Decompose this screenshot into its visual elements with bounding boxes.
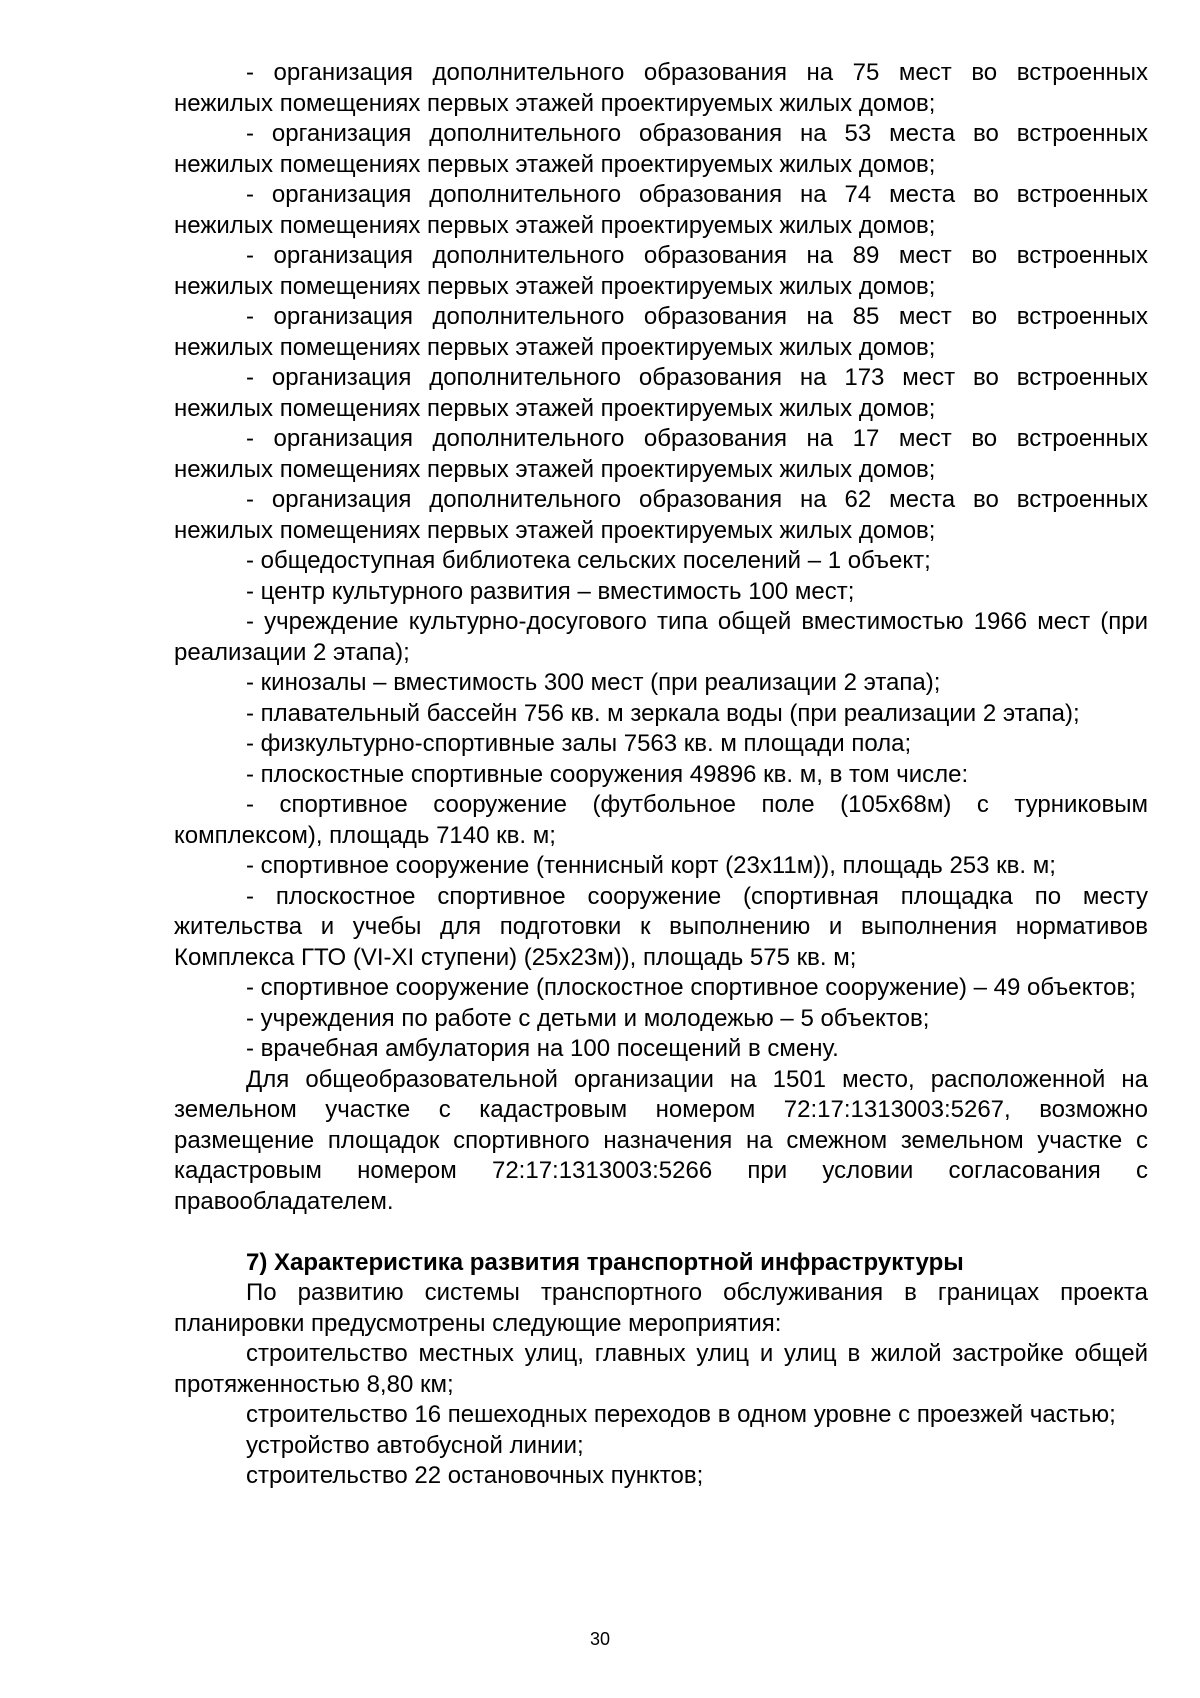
document-body xyxy=(174,58,1148,1492)
paragraph: - организация дополнительного образования на 62 места во встроенных нежилых помещениях первых этажей проектируемых жилых домов; xyxy=(174,486,1148,544)
paragraph: - учреждение культурно-досугового типа общей вместимостью 1966 мест (при реализации 2 этапа); xyxy=(174,608,1148,666)
paragraph: - учреждения по работе с детьми и молодежью – 5 объектов; xyxy=(246,1004,930,1032)
paragraph: - врачебная амбулатория на 100 посещений в смену. xyxy=(246,1035,839,1062)
paragraph: - плоскостное спортивное сооружение (спортивная площадка по месту жительства и учебы для подготовки к выполнению и выполнения нормативов Комплекса ГТО (VI-XI ступени) (25х23м)), площадь 575 кв. м; xyxy=(174,882,1148,971)
paragraph: - центр культурного развития – вместимость 100 мест; xyxy=(246,577,855,605)
paragraph: - спортивное сооружение (плоскостное спортивное сооружение) – 49 объектов; xyxy=(246,974,1136,1001)
paragraph: - плоскостные спортивные сооружения 49896 кв. м, в том числе: xyxy=(246,760,969,788)
paragraph: - спортивное сооружение (футбольное поле (105х68м) с турниковым комплексом), площадь 7140 кв. м; xyxy=(174,791,1148,849)
paragraph: строительство 16 пешеходных переходов в одном уровне с проезжей частью; xyxy=(246,1401,1116,1428)
paragraph: - организация дополнительного образования на 74 места во встроенных нежилых помещениях первых этажей проектируемых жилых домов; xyxy=(174,181,1148,239)
paragraph: строительство 22 остановочных пунктов; xyxy=(246,1462,704,1489)
paragraph: устройство автобусной линии; xyxy=(246,1431,584,1459)
section-heading: 7) Характеристика развития транспортной инфраструктуры xyxy=(246,1248,964,1276)
paragraph: - организация дополнительного образования на 17 мест во встроенных нежилых помещениях первых этажей проектируемых жилых домов; xyxy=(174,425,1148,483)
paragraph: строительство местных улиц, главных улиц и улиц в жилой застройке общей протяженностью 8,80 км; xyxy=(174,1340,1148,1398)
paragraph: По развитию системы транспортного обслуживания в границах проекта планировки предусмотрены следующие мероприятия: xyxy=(174,1279,1148,1337)
page-number: 30 xyxy=(589,1629,611,1649)
paragraph: - организация дополнительного образования на 173 мест во встроенных нежилых помещениях первых этажей проектируемых жилых домов; xyxy=(174,364,1148,422)
paragraph: - физкультурно-спортивные залы 7563 кв. м площади пола; xyxy=(246,730,912,757)
paragraph: Для общеобразовательной организации на 1501 место, расположенной на земельном участке с кадастровым номером 72:17:1313003:5267, возможно размещение площадок спортивного назначения на смежном земельном участке с кадастровым номером 72:17:1313003:5266 при условии согласования с правообладателем. xyxy=(174,1065,1148,1215)
paragraph: - общедоступная библиотека сельских поселений – 1 объект; xyxy=(246,547,931,574)
blank-line xyxy=(174,1217,1148,1248)
paragraph: - плавательный бассейн 756 кв. м зеркала воды (при реализации 2 этапа); xyxy=(246,699,1080,727)
paragraph: - спортивное сооружение (теннисный корт (23х11м)), площадь 253 кв. м; xyxy=(246,852,1056,879)
paragraph: - организация дополнительного образования на 75 мест во встроенных нежилых помещениях первых этажей проектируемых жилых домов; xyxy=(174,59,1148,117)
paragraph: - организация дополнительного образования на 53 места во встроенных нежилых помещениях первых этажей проектируемых жилых домов; xyxy=(174,120,1148,178)
paragraph: - организация дополнительного образования на 85 мест во встроенных нежилых помещениях первых этажей проектируемых жилых домов; xyxy=(174,303,1148,361)
paragraph: - кинозалы – вместимость 300 мест (при реализации 2 этапа); xyxy=(246,669,941,696)
paragraph: - организация дополнительного образования на 89 мест во встроенных нежилых помещениях первых этажей проектируемых жилых домов; xyxy=(174,242,1148,300)
